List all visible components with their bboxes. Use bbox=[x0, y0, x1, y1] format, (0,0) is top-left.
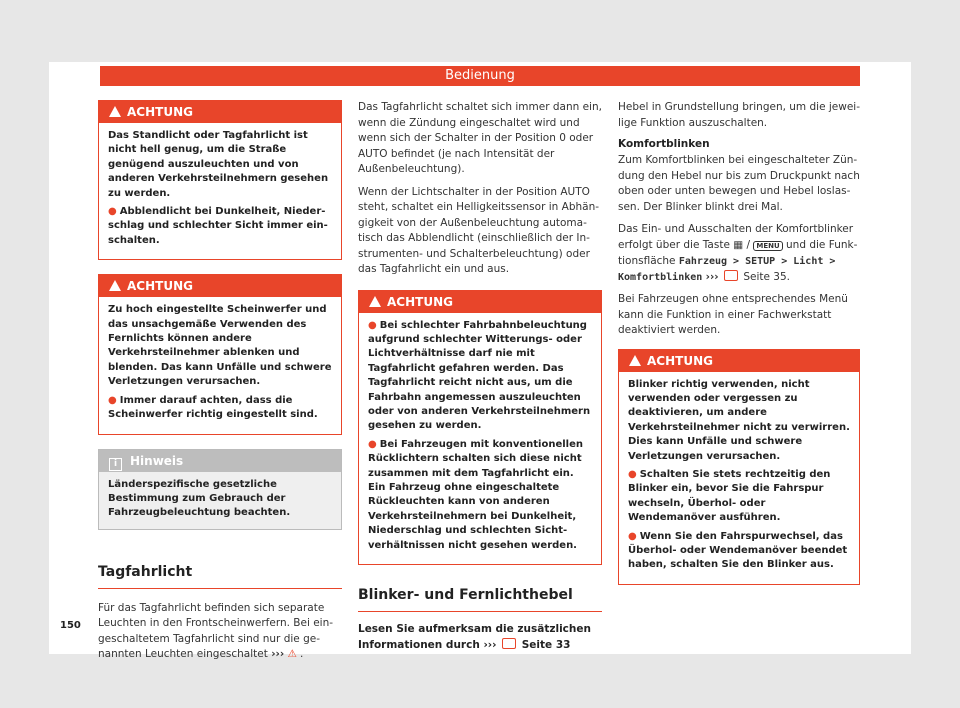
warning-box bbox=[98, 274, 342, 434]
warning-body: Das Standlicht oder Tagfahrlicht ist nicht hell genug, um die Straße genügend auszuleuchten und von anderen Verkehrsteilnehmern gesehen zu werden. ● Abblendlicht bei Dunkelheit, Niederschlag und schlechter Sicht immer einschalten. bbox=[108, 130, 329, 246]
section-title-blinker: Blinker- und Fernlichthebel bbox=[358, 587, 602, 612]
menu-path: Fahrzeug > SETUP > Licht > Komfortblinken bbox=[618, 256, 836, 283]
page-header: Bedienung bbox=[100, 66, 860, 86]
paragraph: Das Tagfahrlicht schaltet sich immer dann ein, wenn die Zündung eingeschaltet wird und wenn sich der Schalter in der Position 0 oder AUTO befindet (je nach Intensität der Außenbeleuchtung). bbox=[358, 101, 602, 175]
paragraph: Bei Fahrzeugen ohne entsprechendes Menü kann die Funktion in einer Fachwerkstatt deaktiviert werden. bbox=[618, 293, 848, 336]
warning-icon bbox=[109, 106, 121, 117]
warning-box bbox=[618, 349, 860, 585]
warning-box bbox=[358, 290, 602, 566]
hint-header: i Hinweis bbox=[99, 450, 341, 472]
column-right bbox=[618, 100, 860, 599]
page-ref-link[interactable]: Seite 35. bbox=[743, 270, 790, 283]
column-middle bbox=[358, 100, 602, 664]
bullet-icon: ● bbox=[628, 530, 637, 542]
book-ref-icon[interactable] bbox=[502, 638, 516, 649]
warning-header: ACHTUNG bbox=[619, 350, 859, 372]
bullet-icon: ● bbox=[368, 319, 377, 331]
lead-paragraph: Lesen Sie aufmerksam die zusätzlichen Informationen durch ››› Seite 33 bbox=[358, 623, 591, 651]
hint-box bbox=[98, 449, 342, 530]
page-number: 150 bbox=[60, 620, 81, 631]
paragraph: Für das Tagfahrlicht befinden sich separate Leuchten in den Frontscheinwerfern. Bei eingeschaltetem Tagfahrlicht sind nur die genannten Leuchten eingeschaltet ››› ⚠ . bbox=[98, 601, 334, 661]
bullet-icon: ● bbox=[108, 206, 117, 218]
warning-icon bbox=[369, 296, 381, 307]
warning-header: ACHTUNG bbox=[359, 291, 601, 313]
cross-reference-arrows: ››› bbox=[705, 270, 719, 283]
warning-box bbox=[98, 100, 342, 260]
bullet-icon: ● bbox=[368, 438, 377, 450]
book-ref-icon[interactable] bbox=[724, 270, 738, 281]
menu-key-icon: MENU bbox=[753, 241, 782, 251]
paragraph: Hebel in Grundstellung bringen, um die jeweilige Funktion auszuschalten. bbox=[618, 101, 861, 129]
warning-icon bbox=[629, 355, 641, 366]
paragraph: Zum Komfortblinken bei eingeschalteter Zündung den Hebel nur bis zum Druckpunkt nach oben oder unten bewegen und Hebel loslassen. Der Blinker blinkt drei Mal. bbox=[618, 154, 860, 213]
cross-reference-arrows: ››› bbox=[483, 638, 497, 651]
paragraph: Das Ein- und Ausschalten der Komfortblinker erfolgt über die Taste ▦ / MENU und die Funktionsfläche Fahrzeug > SETUP > Licht > Komfortblinken ››› Seite 35. bbox=[618, 223, 858, 283]
paragraph: Wenn der Lichtschalter in der Position AUTO steht, schaltet ein Helligkeitssensor in Abhängigkeit von der Außenbeleuchtung automatisch das Abblendlicht (einschließlich der Instrumenten- und Schalterbeleuchtung) oder das Tagfahrlicht ein und aus. bbox=[358, 185, 600, 275]
hint-body: Länderspezifische gesetzliche Bestimmung zum Gebrauch der Fahrzeugbeleuchtung beachten. bbox=[99, 472, 341, 529]
warning-ref-icon[interactable]: ⚠ bbox=[287, 648, 297, 661]
column-left bbox=[98, 100, 342, 670]
subheading-komfortblinken: Komfortblinken bbox=[618, 138, 710, 150]
warning-header: ACHTUNG bbox=[99, 101, 341, 123]
warning-icon bbox=[109, 280, 121, 291]
apps-key-icon: ▦ bbox=[733, 238, 744, 251]
info-icon: i bbox=[109, 458, 122, 471]
warning-header: ACHTUNG bbox=[99, 275, 341, 297]
warning-body: Zu hoch eingestellte Scheinwerfer und das unsachgemäße Verwenden des Fernlichts können andere Verkehrsteilnehmer ablenken und blenden. Das kann Unfälle und schwere Verletzungen verursachen. ● Immer darauf achten, dass die Scheinwerfer richtig eingestellt sind. bbox=[108, 304, 332, 421]
section-title-tagfahrlicht: Tagfahrlicht bbox=[98, 564, 342, 589]
cross-reference-arrows: ››› bbox=[271, 648, 285, 661]
warning-body: Blinker richtig verwenden, nicht verwenden oder vergessen zu deaktivieren, um andere Verkehrsteilnehmer nicht zu verwirren. Dies kann Unfälle und schwere Verletzungen verursachen. ● Schalten Sie stets rechtzeitig den Blinker ein, bevor Sie die Fahrspur wechseln, Überhol- oder Wendemanöver ausführen. ● Wenn Sie den Fahrspurwechsel, das Überhol- oder Wendemanöver beendet haben, schalten Sie den Blinker aus. bbox=[628, 378, 850, 571]
warning-body: ● Bei schlechter Fahrbahnbeleuchtung aufgrund schlechter Witterungs- oder Lichtverhältnisse darf nie mit Tagfahrlicht gefahren werden. Das Tagfahrlicht reicht nicht aus, um die Fahrbahn angemessen auszuleuchten oder von anderen Verkehrsteilnehmern gesehen zu werden. ● Bei Fahrzeugen mit konventionellen Rücklichtern schalten sich diese nicht zusammen mit dem Tagfahrlicht ein. Ein Fahrzeug ohne eingeschaltete Rückleuchten kann von anderen Verkehrsteilnehmern bei Dunkelheit, Niederschlag und schlechten Sichtverhältnissen nicht gesehen werden. bbox=[368, 319, 591, 551]
page-ref-link[interactable]: Seite 33 bbox=[521, 638, 571, 651]
bullet-icon: ● bbox=[108, 394, 117, 406]
bullet-icon: ● bbox=[628, 468, 637, 480]
